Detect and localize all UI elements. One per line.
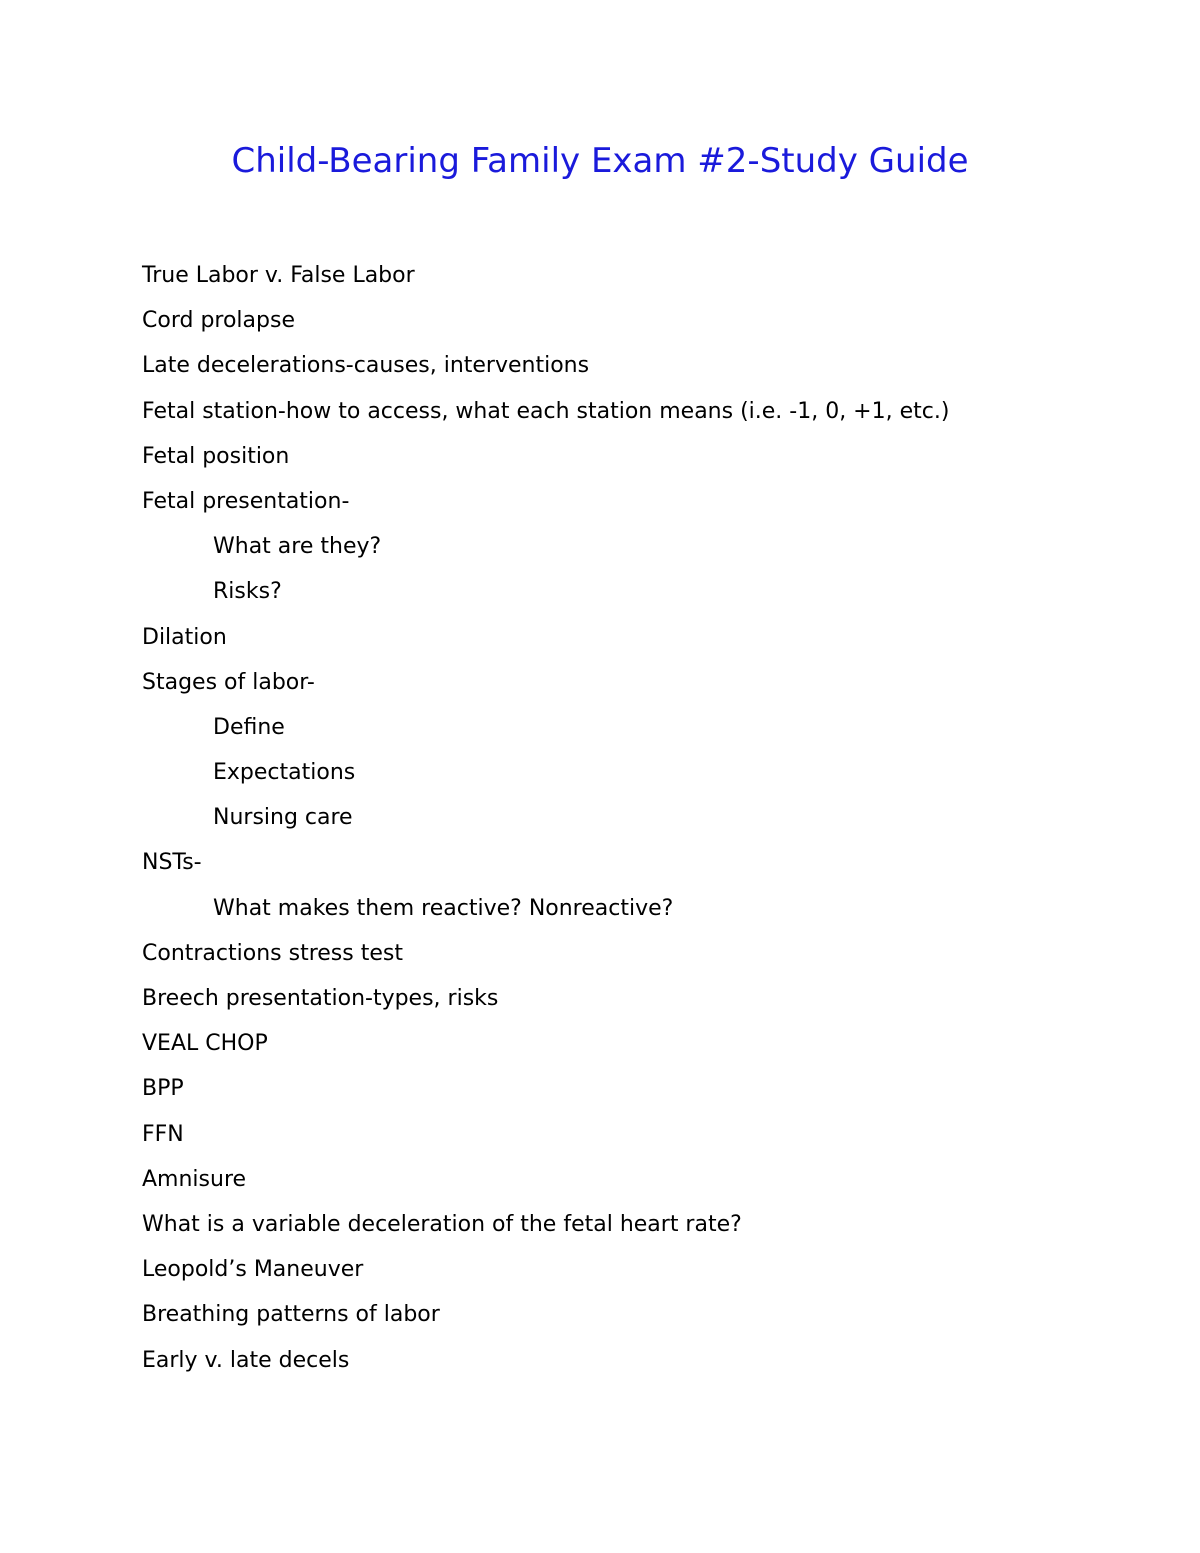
- topic-item: Contractions stress test: [142, 940, 403, 966]
- topic-item: Breech presentation-types, risks: [142, 986, 499, 1011]
- topic-item: True Labor v. False Labor: [142, 263, 415, 288]
- topic-item: Breathing patterns of labor: [142, 1302, 440, 1328]
- topic-item: Cord prolapse: [142, 308, 295, 334]
- topic-item: NSTs-: [142, 850, 202, 876]
- topic-item: What is a variable deceleration of the fetal heart rate?: [142, 1211, 742, 1237]
- topic-item: Amnisure: [142, 1166, 247, 1192]
- sub-topic-item: Expectations: [213, 760, 356, 786]
- topic-item: BPP: [142, 1076, 184, 1102]
- topic-item: VEAL CHOP: [142, 1031, 268, 1057]
- sub-topic-item: Define: [213, 714, 285, 740]
- topic-item: Fetal presentation-: [142, 488, 350, 514]
- topic-item: Early v. late decels: [142, 1347, 350, 1373]
- topic-item: Fetal position: [142, 443, 290, 469]
- topic-list: [142, 255, 949, 1385]
- topic-item: Stages of labor-: [142, 669, 315, 695]
- topic-item: Fetal station-how to access, what each station means (i.e. -1, 0, +1, etc.): [142, 398, 950, 424]
- topic-item: Dilation: [142, 624, 227, 650]
- sub-topic-item: What makes them reactive? Nonreactive?: [213, 895, 674, 921]
- sub-topic-item: What are they?: [213, 534, 382, 560]
- page-title: Child-Bearing Family Exam #2-Study Guide: [231, 141, 969, 181]
- topic-item: Leopold’s Maneuver: [142, 1257, 364, 1283]
- sub-topic-item: Nursing care: [213, 805, 353, 831]
- topic-item: FFN: [142, 1121, 184, 1147]
- topic-item: Late decelerations-causes, interventions: [142, 353, 590, 379]
- sub-topic-item: Risks?: [213, 579, 282, 605]
